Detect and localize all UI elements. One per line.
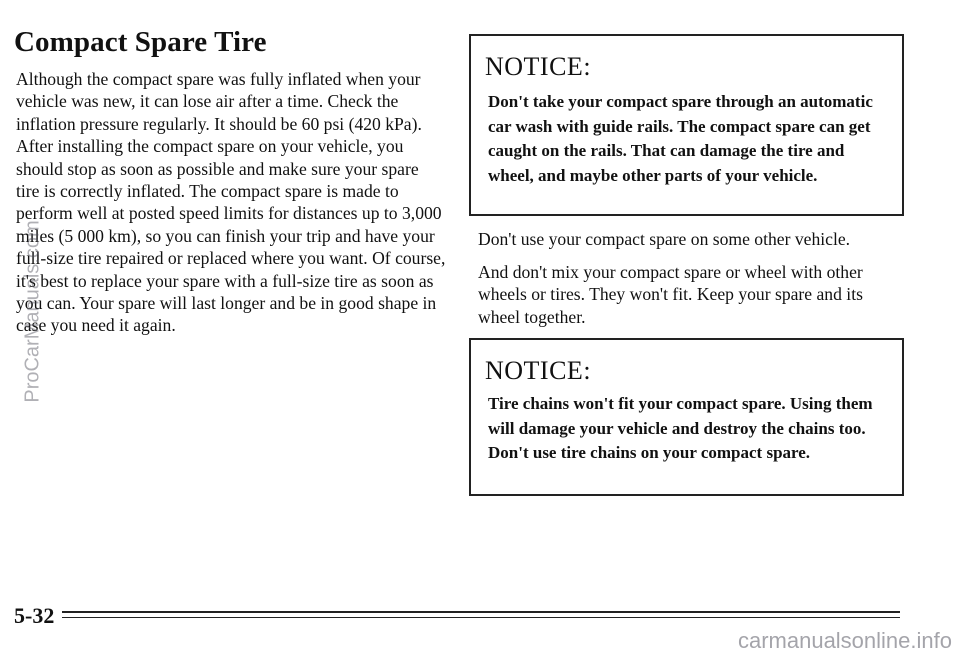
mixing-wheels-paragraph: And don't mix your compact spare or wheel with other wheels or tires. They won't fit. Keep your spare and its wheel together. — [478, 262, 863, 327]
footer-rule — [62, 617, 900, 618]
other-vehicle-paragraph: Don't use your compact spare on some other vehicle. — [478, 229, 851, 249]
notice-text: Tire chains won't fit your compact spare. Using them will damage your vehicle and destroy the chains too. Don't use tire chains on your compact spare. — [488, 394, 873, 462]
footer-rule — [62, 611, 900, 613]
notice-heading: NOTICE: — [485, 52, 592, 81]
spare-tire-paragraph: Although the compact spare was fully inflated when your vehicle was new, it can lose air after a time. Check the inflation pressure regularly. It should be 60 psi (420 kPa). After installing the compact spare on your vehicle, you should stop as soon as possible and make sure your spare tire is correctly inflated. The compact spare is made to perform well at posted speed limits for distances up to 3,000 miles (5 000 km), so you can finish your trip and have your full-size tire repaired or replaced where you want. Of course, it's best to replace your spare with a full-size tire as soon as you can. Your spare will last longer and be in good shape in case you need it again. — [16, 69, 446, 336]
bottom-watermark: carmanualsonline.info — [737, 628, 952, 653]
notice-heading: NOTICE: — [485, 356, 592, 385]
notice-text: Don't take your compact spare through an automatic car wash with guide rails. The compact spare can get caught on the rails. That can damage the tire and wheel, and maybe other parts of your vehicle. — [488, 92, 873, 185]
notice-box-tire-chains — [469, 338, 904, 496]
side-watermark: ProCarManuals.com — [21, 220, 44, 403]
section-title: Compact Spare Tire — [14, 26, 267, 58]
page-number: 5-32 — [14, 603, 55, 628]
notice-box-car-wash — [469, 34, 904, 216]
